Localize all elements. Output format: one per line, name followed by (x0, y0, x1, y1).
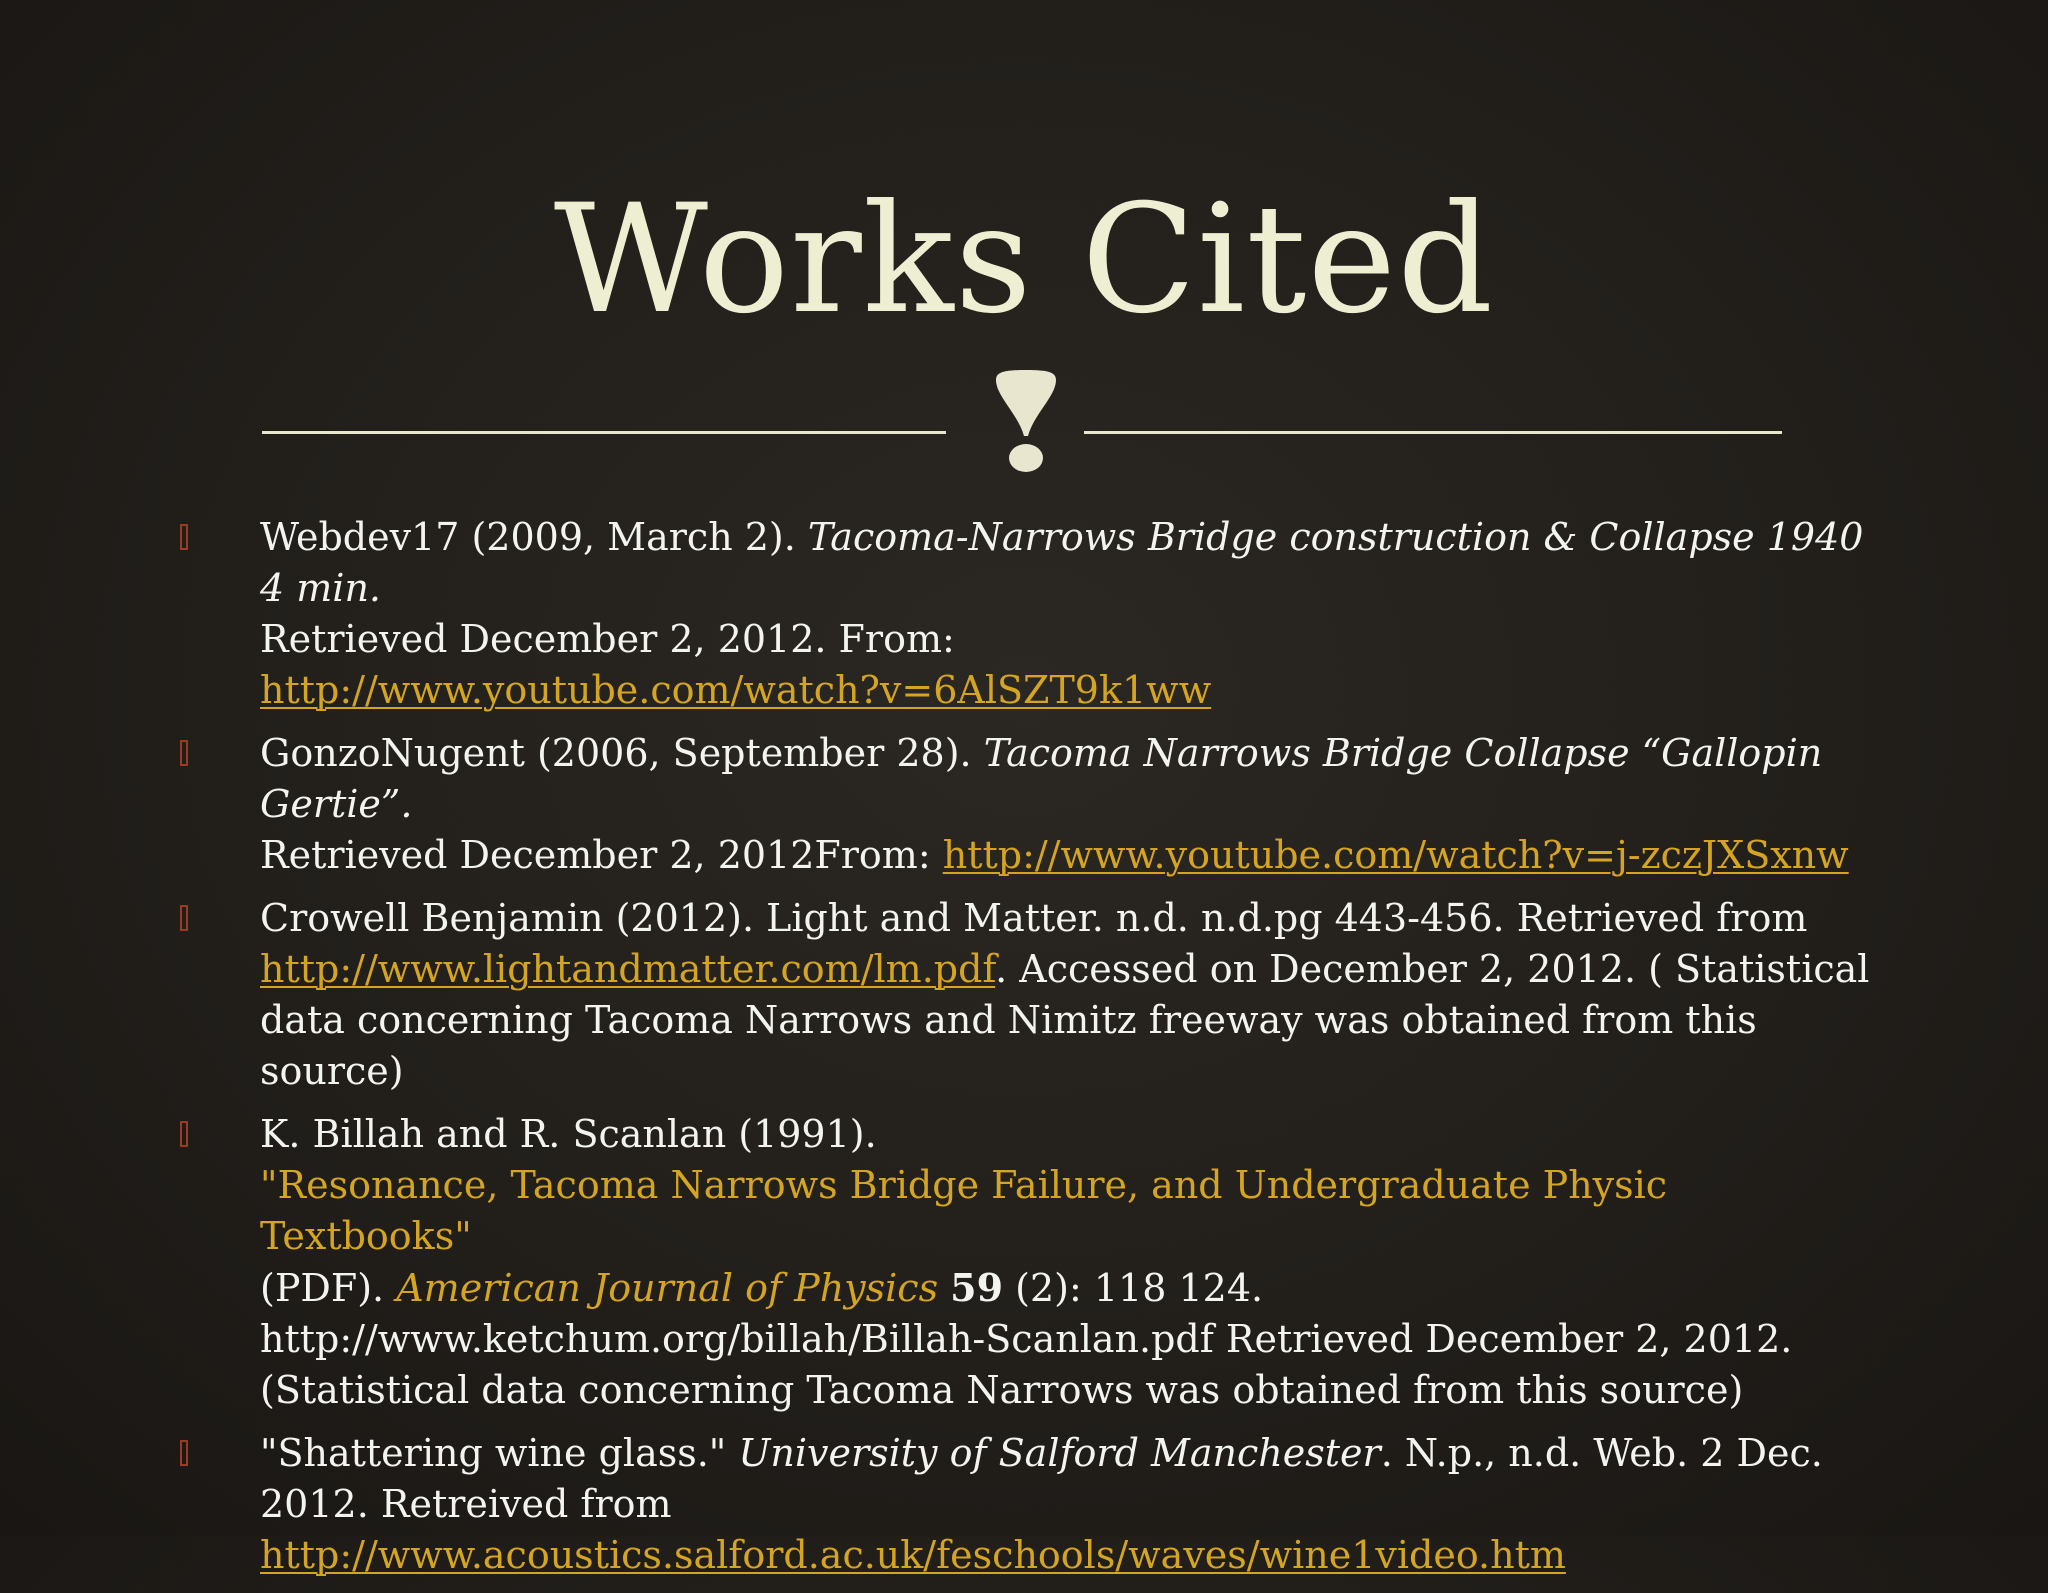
reference-pages: (2): 118 124. (1003, 1266, 1264, 1310)
reference-note: . Accessed on December 2, 2012. ( Statistical data concerning Tacoma Narrows and Nimitz freeway was obtained from this source) (260, 947, 1870, 1093)
divider-line-right (1084, 431, 1782, 434)
reference-title: "Shattering wine glass." (260, 1431, 739, 1475)
reference-source: University of Salford Manchester (738, 1431, 1381, 1475)
reference-title: Tacoma Narrows Bridge Collapse “Gallopin Gertie”. (260, 731, 1823, 826)
reference-note: (Statistical data concerning Tacoma Narrows was obtained from this source) (260, 1368, 1744, 1412)
reference-format: (PDF). (260, 1266, 397, 1310)
reference-link[interactable]: http://www.lightandmatter.com/lm.pdf (260, 947, 996, 991)
reference-volume: 59 (950, 1265, 1004, 1310)
exclamation-ornament-icon (990, 370, 1062, 474)
reference-url-text: http://www.ketchum.org/billah/Billah-Scanlan.pdf Retrieved December 2, 2012. (260, 1317, 1793, 1361)
slide-title: Works Cited (553, 173, 1495, 347)
bullet-icon (180, 740, 188, 766)
reference-journal[interactable]: American Journal of Physics (396, 1266, 939, 1310)
reference-title-link[interactable]: "Resonance, Tacoma Narrows Bridge Failure, and Undergraduate Physic Textbooks" (260, 1163, 1668, 1258)
reference-link[interactable]: http://www.youtube.com/watch?v=j-zczJXSxnw (942, 833, 1849, 877)
reference-item (180, 728, 1880, 881)
bullet-icon (180, 524, 188, 550)
reference-item (180, 893, 1880, 1097)
bullet-icon (180, 1121, 188, 1147)
title-divider (262, 398, 1782, 478)
reference-author: GonzoNugent (2006, September 28). (260, 731, 984, 775)
reference-link[interactable]: http://www.youtube.com/watch?v=6AlSZT9k1ww (260, 668, 1212, 712)
reference-title: Tacoma-Narrows Bridge construction & Collapse 1940 4 min. (260, 515, 1864, 610)
reference-link[interactable]: http://www.acoustics.salford.ac.uk/feschools/waves/wine1video.htm (260, 1533, 1566, 1577)
reference-item (180, 1109, 1880, 1416)
bullet-icon (180, 905, 188, 931)
reference-author: Webdev17 (2009, March 2). (260, 515, 808, 559)
reference-retrieved: . N.p., n.d. Web. 2 Dec. 2012. Retreived from (260, 1431, 1823, 1526)
reference-retrieved: Retrieved December 2, 2012. From: (260, 617, 955, 661)
references-list (180, 512, 1880, 1593)
reference-item (180, 512, 1880, 716)
reference-author: Crowell Benjamin (2012). Light and Matter. n.d. n.d.pg 443-456. Retrieved from (260, 896, 1808, 940)
divider-line-left (262, 431, 946, 434)
reference-author: K. Billah and R. Scanlan (1991). (260, 1112, 877, 1156)
reference-retrieved: Retrieved December 2, 2012From: (260, 833, 943, 877)
bullet-icon (180, 1440, 188, 1466)
reference-item (180, 1428, 1880, 1581)
